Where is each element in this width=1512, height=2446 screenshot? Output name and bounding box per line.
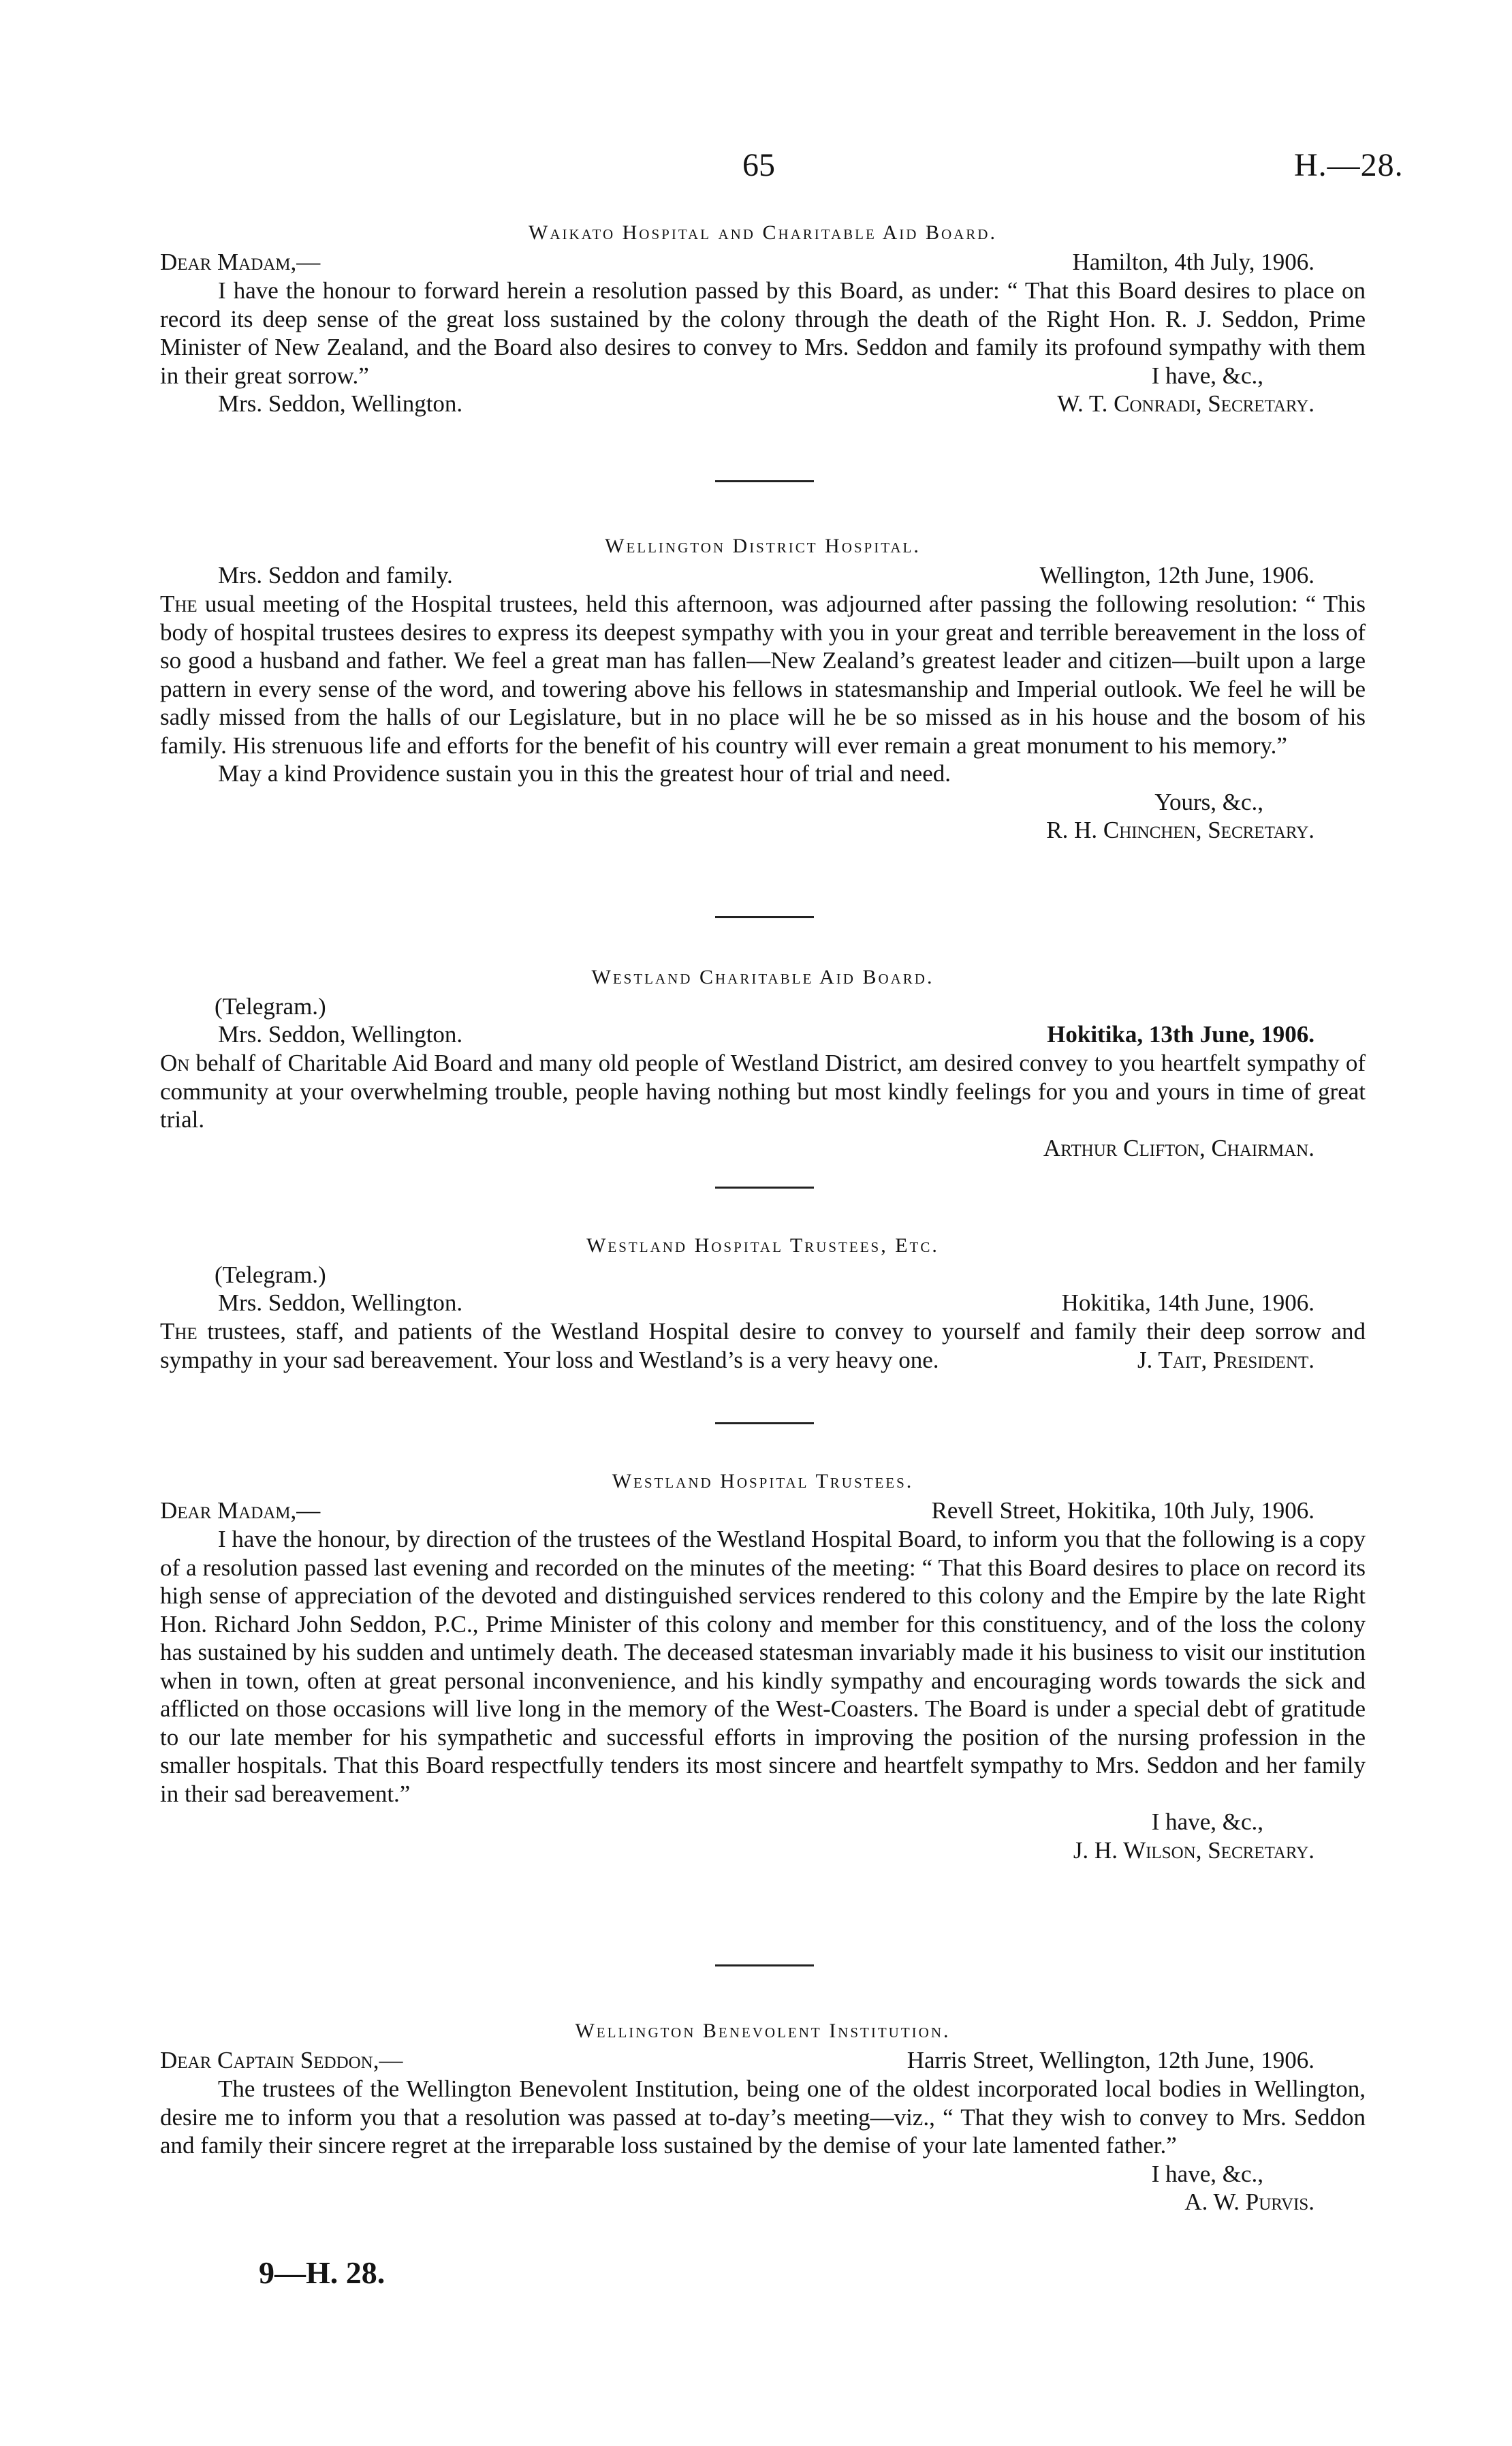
closing: I have, &c., — [1151, 2160, 1263, 2187]
section-title: Westland Charitable Aid Board. — [591, 966, 934, 988]
telegram-note: (Telegram.) — [215, 1261, 326, 1288]
section-divider — [715, 916, 814, 918]
closing: I have, &c., — [1151, 1808, 1263, 1835]
letter-body: behalf of Charitable Aid Board and many old people of Westland District, am desired convey to you heartfelt sympathy of community at your overwhelming trouble, people having nothing but most kindly feelings for you and yours in time of great trial. — [160, 1050, 1366, 1133]
section-title: Waikato Hospital and Charitable Aid Board. — [529, 221, 997, 244]
section-title: Westland Hospital Trustees, Etc. — [586, 1234, 939, 1257]
letter-waikato — [160, 221, 1366, 418]
dateline: Hokitika, 14th June, 1906. — [1061, 1289, 1314, 1316]
section-divider — [715, 480, 814, 482]
footer-signature-mark: 9—H. 28. — [259, 2255, 385, 2290]
signatory: R. H. Chinchen, Secretary. — [1046, 817, 1314, 843]
document-reference: H.—28. — [1294, 147, 1404, 183]
addressee: Mrs. Seddon, Wellington. — [218, 1289, 463, 1316]
letter-westland-charitable — [160, 966, 1366, 1162]
section-divider — [715, 1964, 814, 1966]
letter-body: I have the honour to forward herein a resolution passed by this Board, as under: “ That this Board desires to place on record its deep sense of the great loss sustained by the colony through the death of the Right Hon. R. J. Seddon, Prime Minister of New Zealand, and the Board also desires to convey to Mrs. Seddon and family its profound sympathy with them in their great sorrow.” — [160, 277, 1366, 389]
salutation: Dear Madam,— — [160, 249, 321, 275]
telegram-note: (Telegram.) — [215, 993, 326, 1020]
dateline: Harris Street, Wellington, 12th June, 1906. — [907, 2047, 1314, 2073]
section-divider — [715, 1422, 814, 1424]
letter-wellington-hospital — [160, 535, 1366, 845]
signatory: Arthur Clifton, Chairman. — [1043, 1134, 1314, 1161]
addressee: Mrs. Seddon, Wellington. — [218, 390, 463, 417]
dateline: Hamilton, 4th July, 1906. — [1072, 249, 1314, 275]
signatory: J. Tait, President. — [1137, 1347, 1314, 1373]
section-title: Westland Hospital Trustees. — [612, 1470, 914, 1492]
signatory: W. T. Conradi, Secretary. — [1057, 390, 1314, 417]
dateline: Hokitika, 13th June, 1906. — [1047, 1021, 1314, 1048]
signatory: J. H. Wilson, Secretary. — [1073, 1836, 1314, 1864]
letter-body-continued: May a kind Providence sustain you in this the greatest hour of trial and need. — [218, 760, 951, 787]
closing: I have, &c., — [1151, 362, 1263, 389]
signatory: A. W. Purvis. — [1184, 2189, 1314, 2215]
letter-body: The trustees of the Wellington Benevolent Institution, being one of the oldest incorporated local bodies in Wellington, desire me to inform you that a resolution was passed at to-day’s meeting—viz., “ That they wish to convey to Mrs. Seddon and family their sincere regret at the irreparable loss sustained by the demise of your late lamented father.” — [160, 2075, 1366, 2159]
letter-body: I have the honour, by direction of the trustees of the Westland Hospital Board, to inform you that the following is a copy of a resolution passed last evening and recorded on the minutes of the meeting: “ That this Board desires to place on record its high sense of appreciation of the devoted and distinguished services rendered to this colony and the Empire by the late Right Hon. Richard John Seddon, P.C., Prime Minister of this colony and member for this constituency, and of the loss the colony has sustained by his sudden and untimely death. The deceased statesman invariably made it his business to visit our institution when in town, often at great personal inconvenience, and his kindly sympathy and encouraging words towards the sick and afflicted on those occasions will live long in the memory of the West-Coasters. The Board is under a special debt of gratitude to our late member for his sympathetic and successful efforts in improving the position of the nursing profession in the smaller hospitals. That this Board respectfully tenders its most sincere and heartfelt sympathy to Mrs. Seddon and her family in their sad bereavement.” — [160, 1526, 1366, 1807]
dateline: Wellington, 12th June, 1906. — [1039, 562, 1314, 589]
letter-body: usual meeting of the Hospital trustees, held this afternoon, was adjourned after passing the following resolution: “ This body of hospital trustees desires to express its deepest sympathy with you in your great and terrible bereavement in the loss of so good a husband and father. We feel a great man has fallen—New Zealand’s greatest leader and citizen—built upon a large pattern in every sense of the word, and towering above his fellows in statesmanship and Imperial outlook. We feel he will be sadly missed from the halls of our Legislature, but in no place will he be so missed as in his house and the bosom of his family. His strenuous life and efforts for the benefit of his country will ever remain a great monument to his memory.” — [160, 591, 1366, 759]
section-divider — [715, 1187, 814, 1189]
lead-word: The — [160, 591, 198, 617]
lead-word: On — [160, 1050, 190, 1076]
letter-body: trustees, staff, and patients of the Westland Hospital desire to convey to yourself and family their deep sorrow and sympathy in your sad bereavement. Your loss and Westland’s is a very heavy one. — [160, 1318, 1366, 1373]
section-title: Wellington District Hospital. — [605, 535, 921, 557]
section-title: Wellington Benevolent Institution. — [575, 2020, 951, 2042]
letter-westland-hospital — [160, 1470, 1366, 1864]
addressee: Mrs. Seddon and family. — [218, 562, 453, 589]
addressee: Mrs. Seddon, Wellington. — [218, 1021, 463, 1048]
lead-word: The — [160, 1318, 198, 1345]
letter-westland-hospital-telegram — [160, 1234, 1366, 1375]
closing: Yours, &c., — [1154, 788, 1263, 815]
dateline: Revell Street, Hokitika, 10th July, 1906. — [931, 1497, 1314, 1524]
letter-wellington-benevolent — [160, 2020, 1366, 2216]
salutation: Dear Madam,— — [160, 1497, 321, 1524]
page-number: 65 — [742, 147, 775, 183]
salutation: Dear Captain Seddon,— — [160, 2047, 403, 2073]
